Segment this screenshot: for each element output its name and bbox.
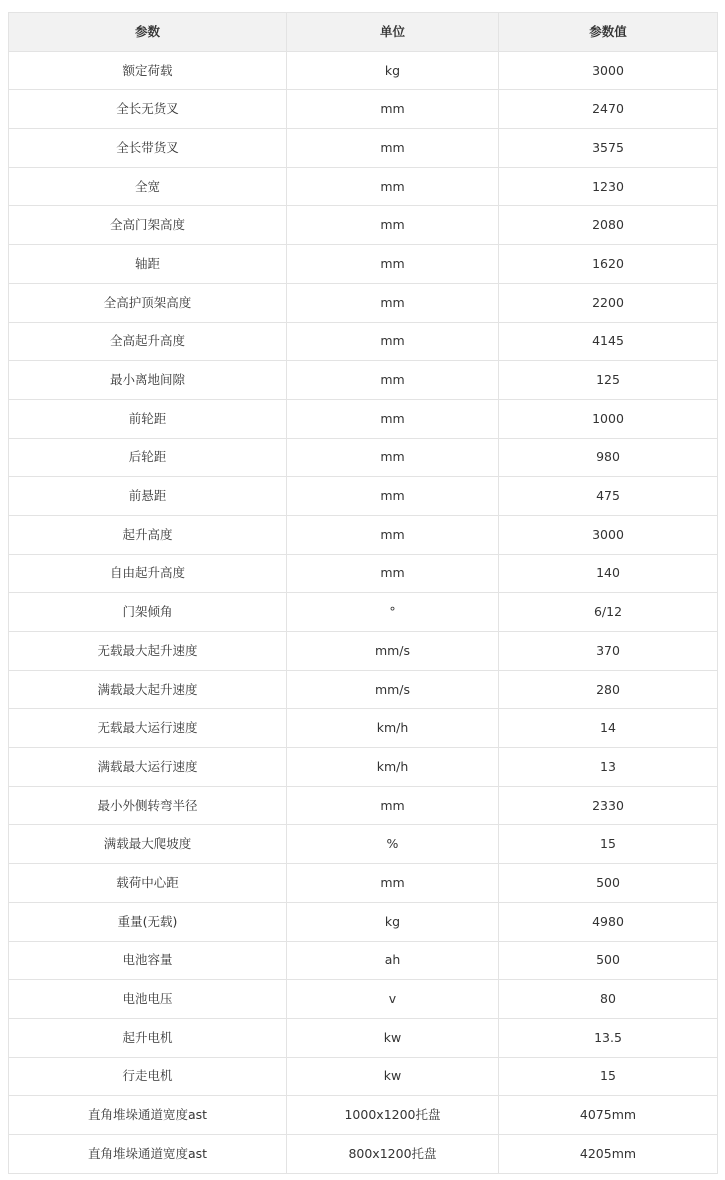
table-row <box>9 1096 718 1135</box>
table-row <box>9 51 718 90</box>
cell-unit: kw <box>287 1057 499 1096</box>
cell-param: 行走电机 <box>9 1057 287 1096</box>
cell-value: 6/12 <box>499 593 718 632</box>
cell-value: 4980 <box>499 902 718 941</box>
cell-param: 无载最大运行速度 <box>9 709 287 748</box>
table-row <box>9 90 718 129</box>
table-row <box>9 399 718 438</box>
cell-param: 电池容量 <box>9 941 287 980</box>
cell-unit: mm <box>287 361 499 400</box>
table-row <box>9 438 718 477</box>
header-value: 参数值 <box>499 13 718 52</box>
cell-param: 前悬距 <box>9 477 287 516</box>
cell-param: 起升电机 <box>9 1018 287 1057</box>
cell-value: 80 <box>499 980 718 1019</box>
table-row <box>9 515 718 554</box>
cell-value: 14 <box>499 709 718 748</box>
cell-value: 3000 <box>499 515 718 554</box>
table-row <box>9 167 718 206</box>
spec-table <box>8 12 718 1174</box>
cell-value: 3575 <box>499 129 718 168</box>
table-row <box>9 1134 718 1173</box>
cell-param: 载荷中心距 <box>9 864 287 903</box>
table-row <box>9 709 718 748</box>
cell-unit: mm <box>287 864 499 903</box>
cell-param: 轴距 <box>9 245 287 284</box>
cell-unit: mm <box>287 786 499 825</box>
cell-unit: mm <box>287 438 499 477</box>
cell-unit: kw <box>287 1018 499 1057</box>
cell-value: 280 <box>499 670 718 709</box>
cell-unit: % <box>287 825 499 864</box>
cell-unit: mm <box>287 477 499 516</box>
table-row <box>9 825 718 864</box>
cell-unit: mm <box>287 129 499 168</box>
table-row <box>9 283 718 322</box>
cell-value: 13 <box>499 748 718 787</box>
cell-param: 额定荷载 <box>9 51 287 90</box>
cell-param: 重量(无载) <box>9 902 287 941</box>
cell-value: 13.5 <box>499 1018 718 1057</box>
table-row <box>9 477 718 516</box>
cell-unit: 800x1200托盘 <box>287 1134 499 1173</box>
cell-value: 15 <box>499 1057 718 1096</box>
cell-value: 140 <box>499 554 718 593</box>
cell-value: 980 <box>499 438 718 477</box>
table-row <box>9 980 718 1019</box>
table-row <box>9 786 718 825</box>
cell-unit: mm <box>287 515 499 554</box>
cell-unit: mm/s <box>287 670 499 709</box>
table-row <box>9 670 718 709</box>
cell-param: 电池电压 <box>9 980 287 1019</box>
cell-param: 满载最大起升速度 <box>9 670 287 709</box>
cell-unit: mm <box>287 245 499 284</box>
cell-param: 全长无货叉 <box>9 90 287 129</box>
table-row <box>9 902 718 941</box>
cell-value: 500 <box>499 864 718 903</box>
cell-value: 2200 <box>499 283 718 322</box>
cell-param: 全高起升高度 <box>9 322 287 361</box>
table-row <box>9 864 718 903</box>
cell-param: 前轮距 <box>9 399 287 438</box>
cell-unit: kg <box>287 902 499 941</box>
table-row <box>9 1057 718 1096</box>
cell-value: 125 <box>499 361 718 400</box>
cell-param: 直角堆垛通道宽度ast <box>9 1096 287 1135</box>
table-row <box>9 361 718 400</box>
cell-param: 最小离地间隙 <box>9 361 287 400</box>
table-row <box>9 206 718 245</box>
table-row <box>9 632 718 671</box>
cell-value: 4205mm <box>499 1134 718 1173</box>
cell-value: 4075mm <box>499 1096 718 1135</box>
cell-value: 2470 <box>499 90 718 129</box>
cell-param: 全宽 <box>9 167 287 206</box>
table-row <box>9 129 718 168</box>
cell-unit: km/h <box>287 709 499 748</box>
cell-unit: mm/s <box>287 632 499 671</box>
cell-unit: 1000x1200托盘 <box>287 1096 499 1135</box>
cell-param: 满载最大运行速度 <box>9 748 287 787</box>
cell-param: 无载最大起升速度 <box>9 632 287 671</box>
cell-param: 全高护顶架高度 <box>9 283 287 322</box>
cell-unit: mm <box>287 399 499 438</box>
cell-param: 自由起升高度 <box>9 554 287 593</box>
cell-param: 满载最大爬坡度 <box>9 825 287 864</box>
cell-unit: mm <box>287 90 499 129</box>
cell-param: 全高门架高度 <box>9 206 287 245</box>
cell-param: 起升高度 <box>9 515 287 554</box>
cell-param: 全长带货叉 <box>9 129 287 168</box>
table-header-row <box>9 13 718 52</box>
table-row <box>9 748 718 787</box>
cell-param: 后轮距 <box>9 438 287 477</box>
cell-value: 1000 <box>499 399 718 438</box>
cell-value: 15 <box>499 825 718 864</box>
cell-value: 475 <box>499 477 718 516</box>
table-row <box>9 1018 718 1057</box>
cell-value: 2330 <box>499 786 718 825</box>
cell-unit: km/h <box>287 748 499 787</box>
cell-param: 最小外侧转弯半径 <box>9 786 287 825</box>
cell-value: 370 <box>499 632 718 671</box>
cell-unit: kg <box>287 51 499 90</box>
cell-value: 2080 <box>499 206 718 245</box>
cell-value: 1230 <box>499 167 718 206</box>
header-unit: 单位 <box>287 13 499 52</box>
cell-unit: mm <box>287 206 499 245</box>
table-row <box>9 554 718 593</box>
table-row <box>9 593 718 632</box>
cell-unit: mm <box>287 283 499 322</box>
cell-unit: mm <box>287 167 499 206</box>
table-row <box>9 941 718 980</box>
cell-param: 门架倾角 <box>9 593 287 632</box>
cell-value: 1620 <box>499 245 718 284</box>
table-row <box>9 245 718 284</box>
cell-value: 500 <box>499 941 718 980</box>
cell-value: 3000 <box>499 51 718 90</box>
cell-value: 4145 <box>499 322 718 361</box>
cell-unit: mm <box>287 554 499 593</box>
cell-unit: mm <box>287 322 499 361</box>
cell-unit: ° <box>287 593 499 632</box>
table-body <box>9 51 718 1173</box>
header-param: 参数 <box>9 13 287 52</box>
cell-param: 直角堆垛通道宽度ast <box>9 1134 287 1173</box>
table-row <box>9 322 718 361</box>
spec-table-container <box>8 12 717 1174</box>
cell-unit: v <box>287 980 499 1019</box>
cell-unit: ah <box>287 941 499 980</box>
